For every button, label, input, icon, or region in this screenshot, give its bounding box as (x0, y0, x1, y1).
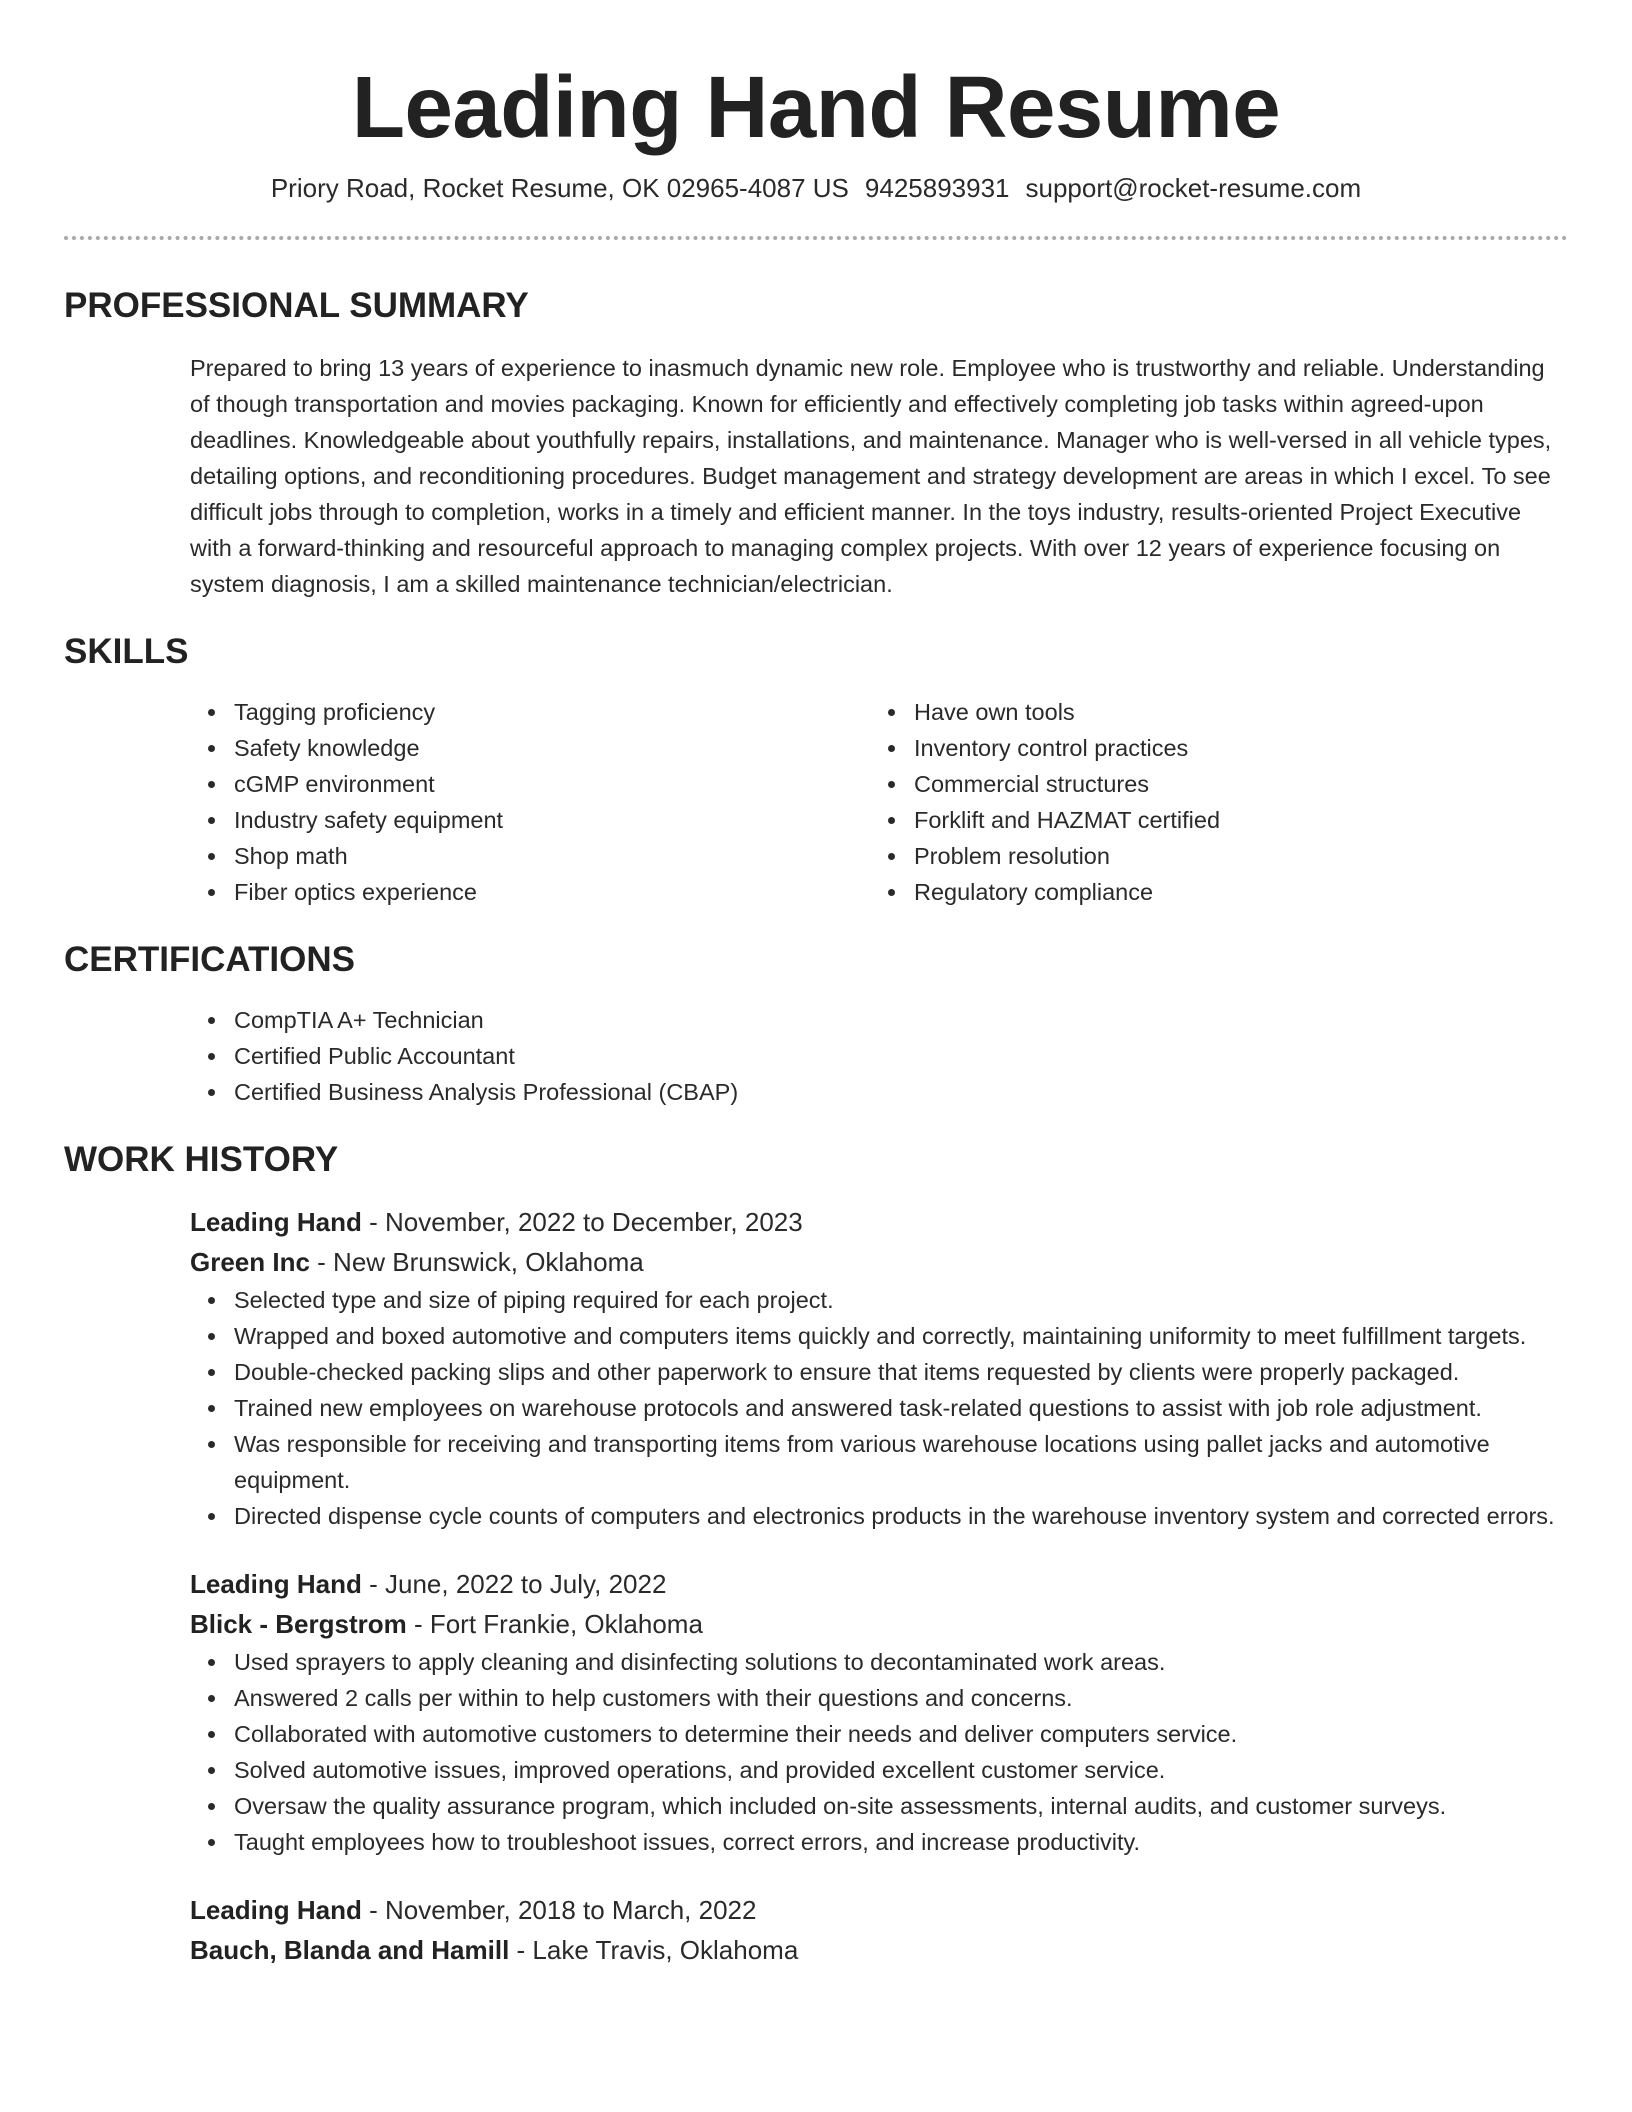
job-duty: Trained new employees on warehouse protocols and answered task-related questions to assist with job role adjustment. (234, 1390, 1568, 1426)
job-duty: Double-checked packing slips and other paperwork to ensure that items requested by clients were properly packaged. (234, 1354, 1568, 1390)
section-heading-skills: SKILLS (64, 632, 189, 671)
skill-item: Industry safety equipment (234, 802, 870, 838)
skill-item: Safety knowledge (234, 730, 870, 766)
job-dates: - June, 2022 to July, 2022 (361, 1569, 667, 1599)
contact-address: Priory Road, Rocket Resume, OK 02965-4087 US (270, 173, 849, 203)
skills-column-right (870, 694, 1550, 910)
section-heading-work-history: WORK HISTORY (64, 1140, 339, 1179)
certification-item: Certified Public Accountant (234, 1038, 1568, 1074)
job-duty: Solved automotive issues, improved operations, and provided excellent customer service. (234, 1752, 1568, 1788)
job-duty: Selected type and size of piping required for each project. (234, 1282, 1568, 1318)
job-entry (190, 1202, 1568, 1534)
certifications-list (190, 1002, 1568, 1110)
job-company: Blick - Bergstrom (190, 1609, 407, 1639)
job-title: Leading Hand (190, 1569, 362, 1599)
job-location: - New Brunswick, Oklahoma (309, 1247, 644, 1277)
skill-item: Shop math (234, 838, 870, 874)
job-entry (190, 1564, 1568, 1860)
skills-grid (190, 694, 1568, 910)
skills-list-left (190, 694, 870, 910)
job-duty: Used sprayers to apply cleaning and disinfecting solutions to decontaminated work areas. (234, 1644, 1568, 1680)
section-heading-certifications: CERTIFICATIONS (64, 940, 356, 979)
skills-list-right (870, 694, 1550, 910)
job-duty: Directed dispense cycle counts of computers and electronics products in the warehouse inventory system and corrected errors. (234, 1498, 1568, 1534)
job-duty: Wrapped and boxed automotive and computers items quickly and correctly, maintaining uniformity to meet fulfillment targets. (234, 1318, 1568, 1354)
section-heading-summary: PROFESSIONAL SUMMARY (64, 286, 529, 325)
summary-text: Prepared to bring 13 years of experience to inasmuch dynamic new role. Employee who is trustworthy and reliable. Understanding of though transportation and movies packaging. Known for efficiently and effectively completing job tasks within agreed-upon deadlines. Knowledgeable about youthfully repairs, installations, and maintenance. Manager who is well-versed in all vehicle types, detailing options, and reconditioning procedures. Budget management and strategy development are areas in which I excel. To see difficult jobs through to completion, works in a timely and efficient manner. In the toys industry, results-oriented Project Executive with a forward-thinking and resourceful approach to managing complex projects. With over 12 years of experience focusing on system diagnosis, I am a skilled maintenance technician/electrician. (190, 355, 1552, 597)
contact-email: support@rocket-resume.com (1025, 173, 1362, 203)
job-dates: - November, 2022 to December, 2023 (361, 1207, 803, 1237)
header-divider (64, 236, 1568, 240)
job-duty: Collaborated with automotive customers to determine their needs and deliver computers service. (234, 1716, 1568, 1752)
job-location: - Fort Frankie, Oklahoma (406, 1609, 703, 1639)
certifications-bullets (190, 1002, 1568, 1110)
job-company: Green Inc (190, 1247, 310, 1277)
job-company-line (190, 1242, 1568, 1282)
job-title: Leading Hand (190, 1207, 362, 1237)
skill-item: Have own tools (914, 694, 1550, 730)
skill-item: cGMP environment (234, 766, 870, 802)
skills-column-left (190, 694, 870, 910)
job-duty: Was responsible for receiving and transporting items from various warehouse locations using pallet jacks and automotive equipment. (234, 1426, 1568, 1498)
skill-item: Tagging proficiency (234, 694, 870, 730)
job-duty: Oversaw the quality assurance program, which included on-site assessments, internal audits, and customer surveys. (234, 1788, 1568, 1824)
certification-item: CompTIA A+ Technician (234, 1002, 1568, 1038)
job-entry (190, 1890, 1568, 1970)
job-company: Bauch, Blanda and Hamill (190, 1935, 510, 1965)
job-duties-list (190, 1282, 1568, 1534)
contact-phone: 9425893931 (864, 173, 1010, 203)
contact-line (64, 170, 1568, 206)
job-duty: Taught employees how to troubleshoot issues, correct errors, and increase productivity. (234, 1824, 1568, 1860)
job-company-line (190, 1930, 1568, 1970)
job-title-line (190, 1564, 1568, 1604)
resume-page (64, 0, 1568, 1970)
skill-item: Forklift and HAZMAT certified (914, 802, 1550, 838)
skill-item: Regulatory compliance (914, 874, 1550, 910)
skill-item: Problem resolution (914, 838, 1550, 874)
skill-item: Inventory control practices (914, 730, 1550, 766)
skill-item: Commercial structures (914, 766, 1550, 802)
job-title-line (190, 1890, 1568, 1930)
certification-item: Certified Business Analysis Professional (CBAP) (234, 1074, 1568, 1110)
skill-item: Fiber optics experience (234, 874, 870, 910)
job-location: - Lake Travis, Oklahoma (509, 1935, 799, 1965)
job-title: Leading Hand (190, 1895, 362, 1925)
job-dates: - November, 2018 to March, 2022 (361, 1895, 757, 1925)
job-company-line (190, 1604, 1568, 1644)
job-duty: Answered 2 calls per within to help customers with their questions and concerns. (234, 1680, 1568, 1716)
job-duties-list (190, 1644, 1568, 1860)
resume-title: Leading Hand Resume (351, 59, 1281, 156)
job-title-line (190, 1202, 1568, 1242)
